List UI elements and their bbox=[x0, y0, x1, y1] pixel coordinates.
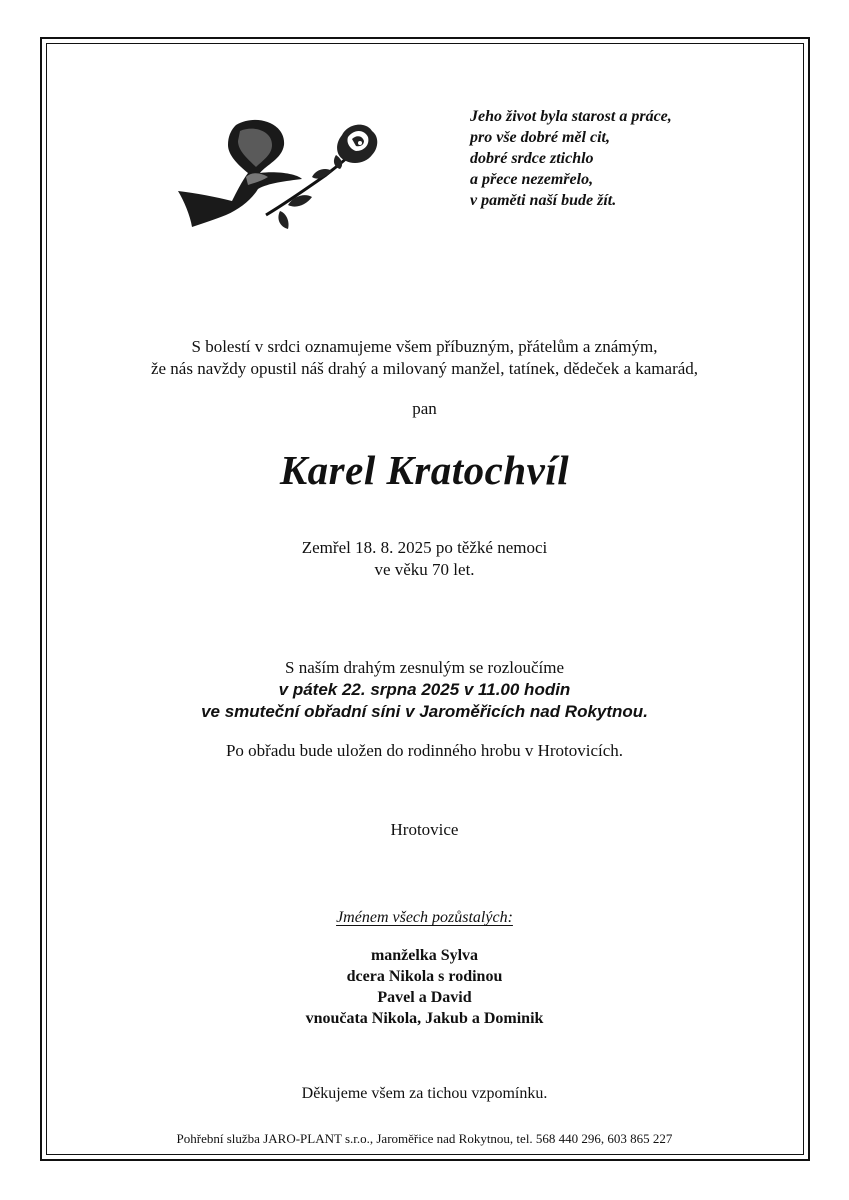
survivor-item: vnoučata Nikola, Jakub a Dominik bbox=[305, 1010, 544, 1027]
farewell-line-1: S naším drahým zesnulým se rozloučíme bbox=[284, 658, 565, 677]
poem-line: pro vše dobré měl cit, bbox=[470, 129, 610, 146]
poem-line: dobré srdce ztichlo bbox=[470, 150, 594, 167]
survivors-heading-text: Jménem všech pozůstalých: bbox=[336, 909, 513, 926]
rose-with-ribbon-icon bbox=[176, 115, 382, 235]
survivor-item: dcera Nikola s rodinou bbox=[346, 968, 503, 985]
burial-info: Po obřadu bude uložen do rodinného hrobu v Hrotovicích. bbox=[225, 741, 624, 760]
funeral-service-footer: Pohřební služba JARO-PLANT s.r.o., Jaroměřice nad Rokytnou, tel. 568 440 296, 603 865 227 bbox=[176, 1131, 673, 1146]
survivor-item: Pavel a David bbox=[377, 989, 472, 1006]
poem bbox=[470, 106, 672, 211]
death-info bbox=[0, 537, 849, 581]
deceased-name: Karel Kratochvíl bbox=[279, 447, 570, 493]
survivors-heading bbox=[0, 909, 849, 927]
farewell-info bbox=[0, 657, 849, 723]
poem-line: a přece nezemřelo, bbox=[470, 171, 594, 188]
survivors-list bbox=[0, 945, 849, 1029]
honorific: pan bbox=[412, 399, 437, 418]
death-date: Zemřel 18. 8. 2025 po těžké nemoci bbox=[301, 538, 548, 557]
poem-line: v paměti naší bude žít. bbox=[470, 192, 617, 209]
death-age: ve věku 70 let. bbox=[374, 560, 475, 579]
intro-line-1: S bolestí v srdci oznamujeme všem příbuzným, přátelům a známým, bbox=[191, 337, 658, 356]
farewell-venue: ve smuteční obřadní síni v Jaroměřicích nad Rokytnou. bbox=[201, 702, 648, 721]
place: Hrotovice bbox=[390, 820, 459, 839]
thanks: Děkujeme všem za tichou vzpomínku. bbox=[301, 1085, 548, 1102]
announcement-intro bbox=[0, 336, 849, 380]
poem-line: Jeho život byla starost a práce, bbox=[470, 108, 672, 125]
survivor-item: manželka Sylva bbox=[370, 947, 479, 964]
intro-line-2: že nás navždy opustil náš drahý a milovaný manžel, tatínek, dědeček a kamarád, bbox=[150, 359, 699, 378]
farewell-date: v pátek 22. srpna 2025 v 11.00 hodin bbox=[278, 680, 571, 699]
